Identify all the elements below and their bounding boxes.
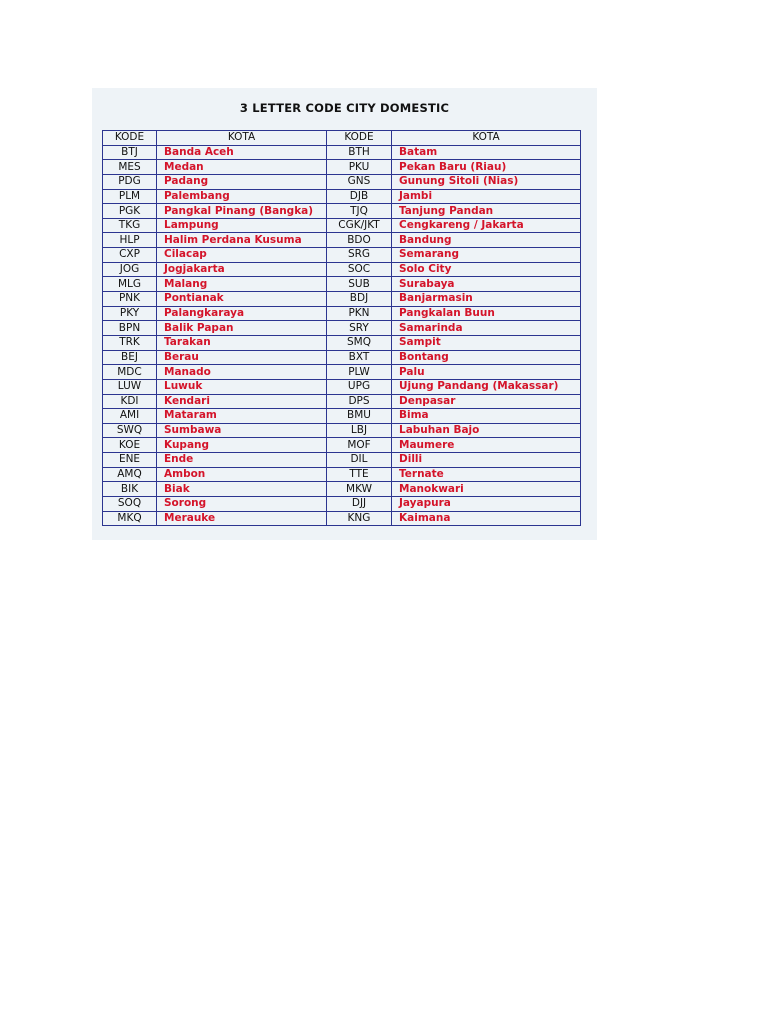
airport-code-cell: LUW — [103, 379, 157, 394]
airport-code-cell: ENE — [103, 453, 157, 468]
airport-code-cell: SRY — [327, 321, 392, 336]
city-name-cell: Jambi — [392, 189, 581, 204]
city-name-cell: Pangkal Pinang (Bangka) — [157, 204, 327, 219]
header-kota-left: KOTA — [157, 131, 327, 146]
header-kode-left: KODE — [103, 131, 157, 146]
city-name-cell: Mataram — [157, 409, 327, 424]
table-row — [103, 292, 581, 307]
table-row — [103, 423, 581, 438]
table-row — [103, 204, 581, 219]
city-name-cell: Palembang — [157, 189, 327, 204]
airport-code-cell: MES — [103, 160, 157, 175]
airport-code-cell: AMI — [103, 409, 157, 424]
table-row — [103, 394, 581, 409]
table-row — [103, 145, 581, 160]
city-name-cell: Manokwari — [392, 482, 581, 497]
city-name-cell: Cengkareng / Jakarta — [392, 218, 581, 233]
city-name-cell: Labuhan Bajo — [392, 423, 581, 438]
city-name-cell: Sampit — [392, 335, 581, 350]
airport-code-cell: LBJ — [327, 423, 392, 438]
airport-code-cell: KDI — [103, 394, 157, 409]
city-name-cell: Jayapura — [392, 497, 581, 512]
airport-code-cell: DJB — [327, 189, 392, 204]
table-row — [103, 218, 581, 233]
city-name-cell: Berau — [157, 350, 327, 365]
city-name-cell: Bontang — [392, 350, 581, 365]
table-row — [103, 262, 581, 277]
city-name-cell: Banjarmasin — [392, 292, 581, 307]
city-name-cell: Padang — [157, 174, 327, 189]
table-row — [103, 497, 581, 512]
table-row — [103, 467, 581, 482]
city-name-cell: Malang — [157, 277, 327, 292]
city-name-cell: Solo City — [392, 262, 581, 277]
airport-code-cell: BEJ — [103, 350, 157, 365]
airport-code-cell: JOG — [103, 262, 157, 277]
airport-code-cell: KOE — [103, 438, 157, 453]
table-row — [103, 233, 581, 248]
airport-code-cell: PNK — [103, 292, 157, 307]
city-name-cell: Medan — [157, 160, 327, 175]
figure-title: 3 LETTER CODE CITY DOMESTIC — [239, 101, 450, 115]
table-row — [103, 511, 581, 526]
city-name-cell: Kupang — [157, 438, 327, 453]
table-row — [103, 335, 581, 350]
city-name-cell: Merauke — [157, 511, 327, 526]
airport-code-cell: GNS — [327, 174, 392, 189]
airport-code-cell: BTJ — [103, 145, 157, 160]
city-name-cell: Surabaya — [392, 277, 581, 292]
airport-code-cell: CXP — [103, 248, 157, 263]
airport-code-cell: SOC — [327, 262, 392, 277]
airport-code-cell: PKU — [327, 160, 392, 175]
city-name-cell: Tarakan — [157, 335, 327, 350]
header-kota-right: KOTA — [392, 131, 581, 146]
airport-code-cell: DPS — [327, 394, 392, 409]
table-row — [103, 189, 581, 204]
airport-code-cell: TKG — [103, 218, 157, 233]
table-header-row — [103, 131, 581, 146]
city-name-cell: Lampung — [157, 218, 327, 233]
city-name-cell: Ende — [157, 453, 327, 468]
city-name-cell: Dilli — [392, 453, 581, 468]
city-code-table — [102, 130, 581, 526]
airport-code-cell: SOQ — [103, 497, 157, 512]
airport-code-cell: DIL — [327, 453, 392, 468]
airport-code-figure — [92, 88, 597, 540]
table-row — [103, 160, 581, 175]
header-kode-right: KODE — [327, 131, 392, 146]
airport-code-cell: SMQ — [327, 335, 392, 350]
table-row — [103, 438, 581, 453]
airport-code-cell: PKN — [327, 306, 392, 321]
airport-code-cell: UPG — [327, 379, 392, 394]
table-row — [103, 482, 581, 497]
city-name-cell: Sumbawa — [157, 423, 327, 438]
table-row — [103, 350, 581, 365]
airport-code-cell: KNG — [327, 511, 392, 526]
city-name-cell: Jogjakarta — [157, 262, 327, 277]
airport-code-cell: MDC — [103, 365, 157, 380]
airport-code-cell: MKQ — [103, 511, 157, 526]
city-name-cell: Sorong — [157, 497, 327, 512]
airport-code-cell: MKW — [327, 482, 392, 497]
airport-code-cell: BTH — [327, 145, 392, 160]
airport-code-cell: BDJ — [327, 292, 392, 307]
airport-code-cell: BIK — [103, 482, 157, 497]
city-name-cell: Batam — [392, 145, 581, 160]
city-name-cell: Manado — [157, 365, 327, 380]
city-name-cell: Halim Perdana Kusuma — [157, 233, 327, 248]
table-row — [103, 306, 581, 321]
city-name-cell: Balik Papan — [157, 321, 327, 336]
city-name-cell: Kaimana — [392, 511, 581, 526]
table-row — [103, 248, 581, 263]
airport-code-cell: MOF — [327, 438, 392, 453]
airport-code-cell: PLW — [327, 365, 392, 380]
airport-code-cell: AMQ — [103, 467, 157, 482]
city-name-cell: Banda Aceh — [157, 145, 327, 160]
airport-code-cell: DJJ — [327, 497, 392, 512]
airport-code-cell: BMU — [327, 409, 392, 424]
airport-code-cell: BXT — [327, 350, 392, 365]
airport-code-cell: CGK/JKT — [327, 218, 392, 233]
city-name-cell: Semarang — [392, 248, 581, 263]
table-row — [103, 453, 581, 468]
table-row — [103, 379, 581, 394]
airport-code-cell: PDG — [103, 174, 157, 189]
city-name-cell: Bima — [392, 409, 581, 424]
airport-code-cell: BPN — [103, 321, 157, 336]
table-row — [103, 174, 581, 189]
city-name-cell: Kendari — [157, 394, 327, 409]
city-name-cell: Palangkaraya — [157, 306, 327, 321]
airport-code-cell: SUB — [327, 277, 392, 292]
airport-code-cell: SRG — [327, 248, 392, 263]
city-name-cell: Bandung — [392, 233, 581, 248]
city-name-cell: Tanjung Pandan — [392, 204, 581, 219]
city-name-cell: Pekan Baru (Riau) — [392, 160, 581, 175]
airport-code-cell: BDO — [327, 233, 392, 248]
airport-code-cell: PLM — [103, 189, 157, 204]
city-name-cell: Palu — [392, 365, 581, 380]
city-name-cell: Denpasar — [392, 394, 581, 409]
table-row — [103, 409, 581, 424]
city-name-cell: Samarinda — [392, 321, 581, 336]
airport-code-cell: SWQ — [103, 423, 157, 438]
city-name-cell: Luwuk — [157, 379, 327, 394]
city-name-cell: Biak — [157, 482, 327, 497]
city-name-cell: Pontianak — [157, 292, 327, 307]
airport-code-cell: HLP — [103, 233, 157, 248]
airport-code-cell: MLG — [103, 277, 157, 292]
airport-code-cell: PGK — [103, 204, 157, 219]
table-row — [103, 277, 581, 292]
city-name-cell: Ambon — [157, 467, 327, 482]
airport-code-cell: TRK — [103, 335, 157, 350]
table-row — [103, 365, 581, 380]
city-name-cell: Gunung Sitoli (Nias) — [392, 174, 581, 189]
city-name-cell: Ujung Pandang (Makassar) — [392, 379, 581, 394]
table-body — [103, 145, 581, 526]
table-row — [103, 321, 581, 336]
airport-code-cell: TJQ — [327, 204, 392, 219]
city-name-cell: Maumere — [392, 438, 581, 453]
airport-code-cell: PKY — [103, 306, 157, 321]
airport-code-cell: TTE — [327, 467, 392, 482]
city-name-cell: Ternate — [392, 467, 581, 482]
city-name-cell: Cilacap — [157, 248, 327, 263]
city-name-cell: Pangkalan Buun — [392, 306, 581, 321]
